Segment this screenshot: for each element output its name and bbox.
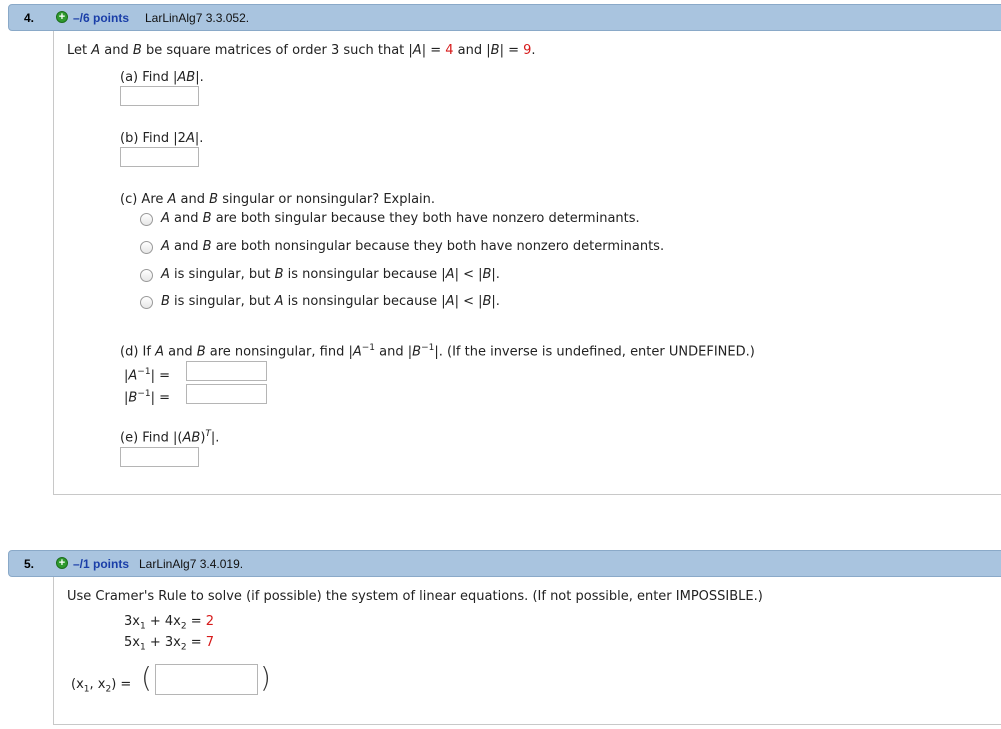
part-d-label: (d) If A and B are nonsingular, find $|A^{-1}$ and $|B^{-1}|$. (If the inverse is undefined, enter UNDEFINED.)	[120, 343, 755, 360]
option-3-label[interactable]: A is singular, but B is nonsingular because |A| < |B|.	[161, 267, 500, 282]
det-a-value: 4	[445, 43, 454, 58]
a-inverse-label: $|A^{-1}|$ =	[124, 367, 170, 384]
a-inverse-input[interactable]	[186, 361, 267, 381]
problem-reference: LarLinAlg7 3.4.019.	[139, 557, 244, 571]
right-paren: )	[260, 661, 271, 694]
solution-input[interactable]	[155, 664, 258, 695]
question-5-prompt: Use Cramer's Rule to solve (if possible) the system of linear equations. (If not possible, enter IMPOSSIBLE.)	[67, 589, 763, 604]
part-c-label: (c) Are A and B singular or nonsingular? Explain.	[120, 192, 436, 207]
option-1-radio[interactable]	[140, 213, 153, 226]
question-number: 5.	[24, 557, 35, 571]
option-4-label[interactable]: B is singular, but A is nonsingular because |A| < |B|.	[161, 294, 500, 309]
part-b-label: (b) Find |2A|.	[120, 131, 204, 146]
b-inverse-label: $|B^{-1}|$ =	[124, 389, 171, 406]
question-5-body	[53, 577, 1001, 725]
part-a-input[interactable]	[120, 86, 199, 106]
points-label: –/6 points	[73, 11, 130, 25]
part-e-label: (e) Find |(AB)$^T$|.	[120, 429, 220, 446]
question-4-prompt: Let A and B be square matrices of order 3 such that |A| = 4 and |B| = 9.	[67, 43, 536, 58]
part-a-label: (a) Find |AB|.	[120, 70, 204, 85]
option-1-label[interactable]: A and B are both singular because they both have nonzero determinants.	[161, 211, 640, 226]
option-3-radio[interactable]	[140, 269, 153, 282]
left-paren: (	[141, 661, 152, 694]
equation-1: $3x_1 + 4x_2 = 2$	[124, 614, 215, 632]
question-4-header	[8, 4, 1001, 31]
option-2-label[interactable]: A and B are both nonsingular because they both have nonzero determinants.	[161, 239, 665, 254]
b-inverse-input[interactable]	[186, 384, 267, 404]
option-2-radio[interactable]	[140, 241, 153, 254]
solution-label: ($x_1$, $x_2$) =	[71, 677, 132, 695]
det-b-value: 9	[523, 43, 532, 58]
option-4-radio[interactable]	[140, 296, 153, 309]
question-5-header	[8, 550, 1001, 577]
question-number: 4.	[24, 11, 35, 25]
add-note-icon[interactable]: +	[56, 11, 68, 23]
points-label: –/1 points	[73, 557, 130, 571]
add-note-icon[interactable]: +	[56, 557, 68, 569]
part-b-input[interactable]	[120, 147, 199, 167]
problem-reference: LarLinAlg7 3.3.052.	[145, 11, 250, 25]
question-4-body	[53, 31, 1001, 495]
part-e-input[interactable]	[120, 447, 199, 467]
equation-2: $5x_1 + 3x_2 = 7$	[124, 635, 215, 653]
